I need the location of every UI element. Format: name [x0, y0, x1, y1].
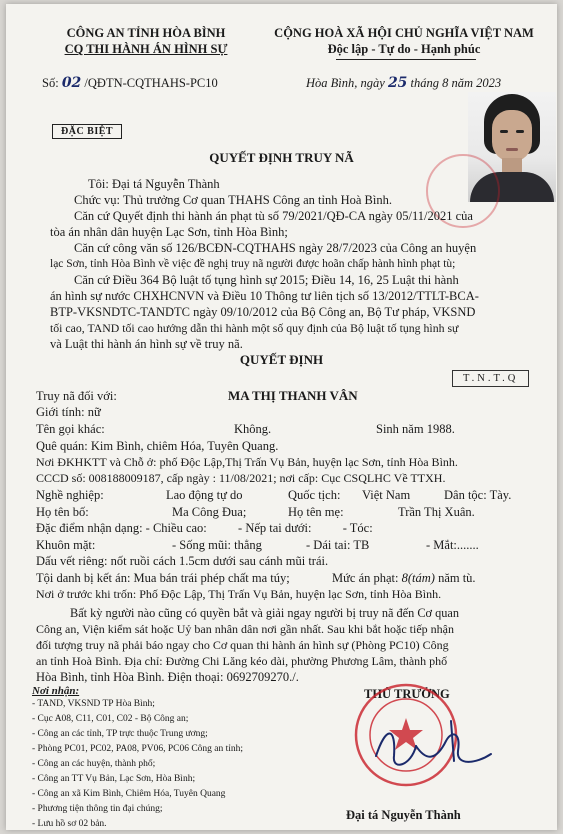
gender-value: nữ: [87, 405, 101, 419]
intro-line: lạc Sơn, tỉnh Hòa Bình về việc đề nghị truy nã người được hoãn chấp hành hình phạt tù;: [50, 258, 456, 270]
hometown: Quê quán: Kim Bình, chiêm Hóa, Tuyên Quang.: [36, 439, 279, 453]
signature: [366, 716, 506, 776]
document-page: [6, 4, 557, 830]
mother-label: Họ tên mẹ:: [288, 505, 344, 519]
special-badge: ĐẶC BIỆT: [52, 124, 122, 139]
nationality-value: Việt Nam: [362, 488, 411, 502]
decision-heading: QUYẾT ĐỊNH: [239, 352, 324, 367]
issue-date: [306, 75, 501, 91]
ethnic-row: [444, 487, 511, 503]
birth-label: Sinh năm: [376, 422, 424, 436]
identifying-mark: Dấu vết riêng: nốt ruồi cách 1.5cm dưới sau cánh mũi trái.: [36, 554, 329, 568]
intro-line: và Luật thi hành án hình sự về truy nã.: [50, 337, 243, 351]
motto-underline: [336, 59, 476, 60]
sentence-row: [332, 570, 476, 586]
recipient-item: - Công an các tỉnh, TP trực thuộc Trung ương;: [32, 729, 208, 739]
intro-line: án hình sự nước CHXHCNVN và Điều 10 Thông tư liên tịch số 13/2012/TTLT-BCA-: [50, 289, 479, 303]
residence-before-escape: Nơi ở trước khi trốn: Phố Độc Lập, Thị Trấn Vụ Bản, huyện lạc Sơn, tỉnh Hòa Bình.: [36, 587, 442, 601]
number-prefix: Số:: [42, 76, 59, 90]
notice-line: an tỉnh Hoà Bình. Địa chỉ: Đường Chi Lăng kéo dài, phường Phương Lâm, thành phố: [36, 654, 448, 668]
job-label: Nghề nghiệp:: [36, 488, 104, 502]
father-value: Ma Công Đua;: [172, 505, 247, 519]
birth-value: 1988.: [426, 422, 455, 436]
document-number: [42, 75, 218, 91]
target-label: Truy nã đối với:: [36, 389, 117, 403]
intro-line: Căn cứ công văn số 126/BCĐN-CQTHAHS ngày 28/7/2023 của Công an huyện: [74, 241, 477, 255]
notice-line: Hòa Bình, tỉnh Hòa Bình. Điện thoại: 0692709270./.: [36, 670, 299, 684]
agency-line-1: CÔNG AN TỈNH HÒA BÌNH: [66, 26, 226, 40]
sentence-value: 8(tám): [401, 571, 435, 585]
recipient-item: - Công an TT Vụ Bản, Lạc Sơn, Hòa Bình;: [32, 774, 196, 784]
notice-line: Công an, Viện kiểm sát hoặc Uỷ ban nhân dân nơi gần nhất. Sau khi bắt hoặc tiếp nhận: [36, 622, 454, 636]
job-value: Lao động tự do: [166, 488, 243, 502]
alias-value: Không.: [234, 422, 272, 436]
earlobe-value: - Dái tai: TB: [306, 538, 370, 552]
ethnic-value: Tày.: [489, 488, 512, 502]
gender-row: [36, 404, 101, 420]
document-title: QUYẾT ĐỊNH TRUY NÃ: [209, 150, 354, 165]
sentence-label: Mức án phạt:: [332, 571, 399, 585]
intro-line: BTP-VKSNDTC-TANDTC ngày 09/10/2012 của Bộ Công an, Bộ Tư pháp, VKSND: [50, 305, 476, 319]
signer-intro: Tôi: Đại tá Nguyễn Thành: [88, 177, 220, 191]
alias-label: Tên gọi khác:: [36, 422, 105, 436]
notice-line: đối tượng truy nã phải báo ngay cho Cơ quan thi hành án hình sự (Phòng PC10) Công: [36, 638, 449, 652]
father-label: Họ tên bố:: [36, 505, 89, 519]
sentence-unit: năm tù.: [438, 571, 476, 585]
birth-row: [376, 421, 455, 437]
motto-line: Độc lập - Tự do - Hạnh phúc: [327, 42, 481, 56]
recipient-item: - Cục A08, C11, C01, C02 - Bộ Công an;: [32, 714, 189, 724]
recipients-label: Nơi nhận:: [32, 685, 80, 697]
face-label: Khuôn mặt:: [36, 538, 96, 552]
intro-line: Căn cứ Quyết định thi hành án phạt tù số 79/2021/QĐ-CA ngày 05/11/2021 của: [74, 209, 473, 223]
notice-line: Bất kỳ người nào cũng có quyền bắt và giải ngay người bị truy nã đến Cơ quan: [70, 606, 460, 620]
nation-line: CỘNG HOÀ XÃ HỘI CHỦ NGHĨA VIỆT NAM: [274, 26, 534, 40]
nose-value: - Sống mũi: thẳng: [172, 538, 262, 552]
number-suffix: /QĐTN-CQTHAHS-PC10: [84, 76, 218, 90]
nationality-label: Quốc tịch:: [288, 488, 341, 502]
ethnic-label: Dân tộc:: [444, 488, 487, 502]
intro-line: [88, 176, 220, 192]
recipient-item: - TAND, VKSND TP Hòa Bình;: [32, 699, 155, 709]
features-line: Đặc điểm nhận dạng: - Chiều cao: - Nếp tai dưới: - Tóc:: [36, 521, 373, 535]
signer-title: THỦ TRƯỞNG: [364, 687, 450, 701]
intro-line: Căn cứ Điều 364 Bộ luật tố tụng hình sự 2015; Điều 14, 16, 25 Luật thi hành: [74, 273, 459, 287]
id-card: CCCD số: 008188009187, cấp ngày : 11/08/2021; nơi cấp: Cục CSQLHC Về TTXH.: [36, 471, 446, 485]
date-day-handwritten: 25: [387, 75, 408, 91]
date-prefix: Hòa Bình, ngày: [306, 76, 385, 90]
recipient-item: - Phương tiện thông tin đại chúng;: [32, 804, 163, 814]
recipient-item: - Lưu hồ sơ 02 bản.: [32, 819, 107, 829]
recipient-item: - Phòng PC01, PC02, PA08, PV06, PC06 Công an tỉnh;: [32, 744, 244, 754]
signer-name: Đại tá Nguyễn Thành: [346, 808, 461, 822]
intro-line: Chức vụ: Thủ trưởng Cơ quan THAHS Công an tỉnh Hoà Bình.: [74, 193, 392, 207]
intro-line: tối cao, TAND tối cao hướng dẫn thi hành một số quy định của Bộ luật tố tụng hình sự: [50, 321, 459, 335]
crime: Tội danh bị kết án: Mua bán trái phép chất ma túy;: [36, 571, 290, 585]
mother-value: Trần Thị Xuân.: [398, 505, 475, 519]
intro-line: tòa án nhân dân huyện Lạc Sơn, tỉnh Hòa Bình;: [50, 225, 288, 239]
tntq-badge: T.N.T.Q: [452, 370, 529, 387]
agency-line-2: CQ THI HÀNH ÁN HÌNH SỰ: [64, 42, 228, 56]
number-handwritten: 02: [61, 75, 82, 91]
eyes-value: - Mắt:.......: [426, 538, 479, 552]
residence: Nơi ĐKHKTT và Chỗ ở: phố Độc Lập,Thị Trấn Vụ Bản, huyện lạc Sơn, tỉnh Hòa Bình.: [36, 455, 458, 469]
date-suffix: tháng 8 năm 2023: [410, 76, 502, 90]
gender-label: Giới tính:: [36, 405, 85, 419]
recipient-item: - Công an xã Kim Bình, Chiêm Hóa, Tuyên Quang: [32, 789, 226, 799]
recipient-item: - Công an các huyện, thành phố;: [32, 759, 156, 769]
target-name: MA THỊ THANH VÂN: [228, 388, 358, 403]
